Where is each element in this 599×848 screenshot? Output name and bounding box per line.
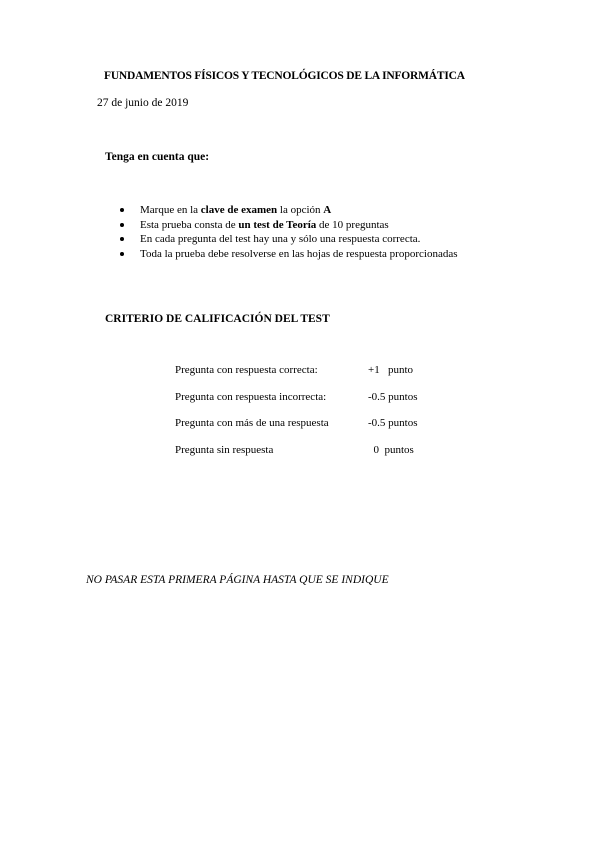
grading-label: Pregunta con respuesta incorrecta: bbox=[175, 390, 327, 403]
instruction-text: la opción bbox=[277, 204, 324, 216]
do-not-turn-page-note: NO PASAR ESTA PRIMERA PÁGINA HASTA QUE SE INDIQUE bbox=[86, 574, 389, 586]
bullet-icon bbox=[120, 223, 124, 227]
bullet-icon bbox=[120, 208, 124, 212]
document-title: FUNDAMENTOS FÍSICOS Y TECNOLÓGICOS DE LA INFORMÁTICA bbox=[104, 70, 465, 82]
instruction-text: de 10 preguntas bbox=[316, 218, 389, 231]
exam-date: 27 de junio de 2019 bbox=[97, 97, 189, 109]
instruction-item bbox=[118, 203, 458, 218]
notice-heading: Tenga en cuenta que: bbox=[105, 151, 210, 163]
bullet-icon bbox=[120, 237, 124, 241]
grading-label: Pregunta sin respuesta bbox=[175, 443, 274, 456]
grading-value: 0 puntos bbox=[368, 443, 414, 456]
grading-value: -0.5 puntos bbox=[368, 390, 418, 403]
instruction-bold: clave de examen bbox=[200, 204, 278, 216]
bullet-icon bbox=[120, 252, 124, 256]
instruction-text: Marque en la bbox=[140, 204, 201, 216]
instruction-bold: A bbox=[323, 204, 332, 216]
grading-criteria-heading: CRITERIO DE CALIFICACIÓN DEL TEST bbox=[105, 313, 330, 325]
grading-value: +1 punto bbox=[368, 364, 414, 376]
instruction-text: Esta prueba consta de bbox=[140, 218, 239, 231]
instruction-item bbox=[118, 247, 458, 262]
instruction-text: Toda la prueba debe resolverse en las hojas de respuesta proporcionadas bbox=[140, 247, 458, 260]
instructions-list bbox=[118, 203, 458, 261]
grading-value: -0.5 puntos bbox=[368, 417, 418, 429]
grading-label: Pregunta con más de una respuesta bbox=[175, 417, 329, 429]
grading-label: Pregunta con respuesta correcta: bbox=[175, 364, 318, 376]
instruction-text: En cada pregunta del test hay una y sólo una respuesta correcta. bbox=[140, 233, 421, 246]
instruction-item bbox=[118, 232, 458, 247]
instruction-bold: un test de Teoría bbox=[238, 218, 317, 231]
instruction-item bbox=[118, 218, 458, 233]
